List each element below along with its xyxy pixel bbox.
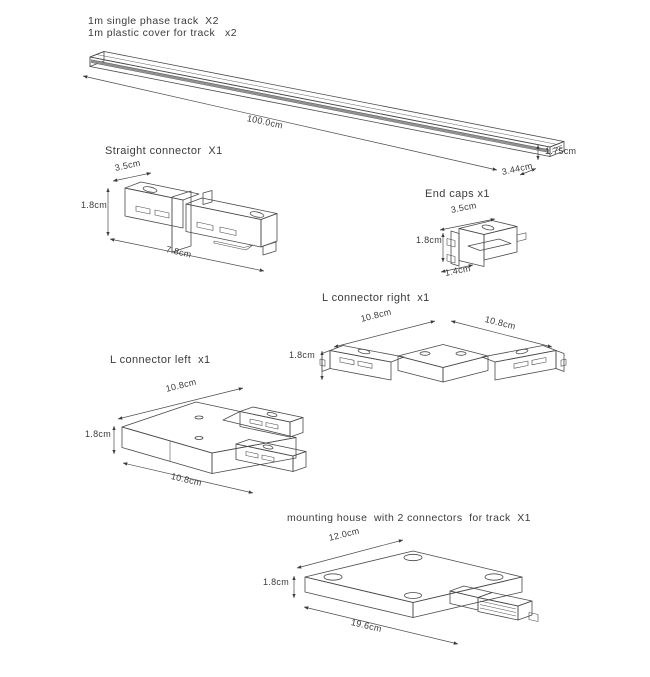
mounting-house-length-label: 19.6cm (349, 617, 383, 634)
end-caps-title: End caps x1 (425, 188, 490, 200)
l-connector-right-arm-left-label: 10.8cm (359, 306, 393, 324)
straight-connector-depth-label: 3.5cm (113, 157, 142, 173)
header-line-2: 1m plastic cover for track x2 (88, 27, 237, 39)
track-length-label: 100.0cm (246, 113, 284, 131)
track-width-label: 3.44cm (500, 160, 534, 177)
l-connector-left-drawing (122, 402, 306, 474)
header-line-1: 1m single phase track X2 (88, 15, 219, 27)
l-connector-left-height-label: 1.8cm (85, 429, 112, 439)
track-height-label: 1.75cm (545, 146, 577, 156)
track-drawing (90, 52, 564, 157)
mounting-house-title: mounting house with 2 connectors for track X1 (287, 512, 531, 524)
l-connector-right-title: L connector right x1 (322, 292, 430, 304)
l-connector-right-arm-right-label: 10.8cm (483, 314, 517, 332)
l-connector-right-height-label: 1.8cm (289, 350, 316, 360)
straight-connector-title: Straight connector X1 (105, 145, 223, 157)
straight-connector-length-label: 7.8cm (164, 244, 193, 260)
l-connector-left-arm-bottom-label: 10.8cm (169, 471, 203, 488)
straight-connector-drawing (125, 182, 277, 255)
mounting-house-drawing (305, 551, 538, 622)
l-connector-left-arm-top-label: 10.8cm (164, 376, 198, 394)
track-dimensions (83, 76, 538, 175)
end-cap-drawing (447, 221, 526, 267)
mounting-house-width-label: 12.0cm (327, 525, 361, 543)
end-caps-width-label: 3.5cm (449, 200, 478, 215)
l-connector-right-drawing (320, 345, 566, 383)
straight-connector-height-label: 1.8cm (81, 200, 108, 210)
end-caps-depth-label: 1.4cm (443, 263, 472, 278)
end-caps-height-label: 1.8cm (416, 235, 443, 245)
mounting-house-height-label: 1.8cm (263, 577, 290, 587)
l-connector-left-title: L connector left x1 (110, 354, 211, 366)
